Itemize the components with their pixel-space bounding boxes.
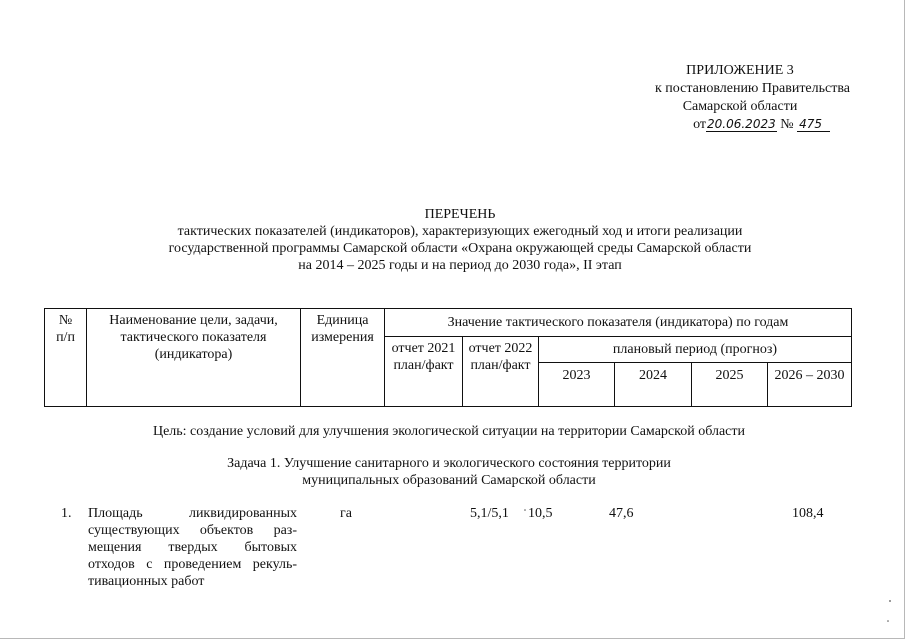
appendix-date-line <box>560 116 850 134</box>
task-heading <box>44 455 854 489</box>
col-year-2025: 2025 <box>692 363 768 407</box>
col-num-header <box>45 309 87 407</box>
title-heading: ПЕРЕЧЕНЬ <box>424 207 496 222</box>
row-number: 1. <box>61 506 72 521</box>
col-planned-period: плановый период (прогноз) <box>539 337 852 363</box>
col-year-2026-2030: 2026 – 2030 <box>768 363 852 407</box>
number-prefix: № <box>780 117 794 132</box>
col-unit-header: Единица измерения <box>301 309 385 407</box>
col-values-header: Значение тактического показателя (индикатора) по годам <box>385 309 852 337</box>
value-2021: 5,1/5,1 <box>470 506 509 521</box>
indicator-unit: га <box>340 506 352 521</box>
appendix-block <box>560 62 850 134</box>
task-line-2: муниципальных образований Самарской области <box>302 473 596 488</box>
col-name-header: Наименование цели, задачи, тактического показателя (индикатора) <box>87 309 301 407</box>
appendix-title: ПРИЛОЖЕНИЕ 3 <box>686 63 794 78</box>
appendix-line-1: к постановлению Правительства <box>654 81 850 96</box>
document-title <box>110 206 810 274</box>
indicator-name-line: тивационных работ <box>88 574 205 589</box>
table-row <box>44 505 854 605</box>
signed-date: 20.06.2023 <box>707 117 776 131</box>
indicator-name-line: Площадь ликвидированных <box>88 506 297 521</box>
col-report-2021: отчет 2021 план/факт <box>385 337 463 407</box>
num-label-2: п/п <box>56 330 75 345</box>
col-report-2022: отчет 2022 план/факт <box>463 337 539 407</box>
document-number: 475 <box>797 117 830 132</box>
appendix-line-2: Самарской области <box>682 99 798 114</box>
goal-heading: Цель: создание условий для улучшения экологической ситуации на территории Самарской области <box>152 424 746 439</box>
title-line-3: на 2014 – 2025 годы и на период до 2030 года», II этап <box>298 258 622 273</box>
col-year-2023: 2023 <box>539 363 615 407</box>
title-line-2: государственной программы Самарской области «Охрана окружающей среды Самарской области <box>168 241 752 256</box>
task-line-1: Задача 1. Улучшение санитарного и экологического состояния территории <box>227 456 671 471</box>
indicator-name-line: существующих объектов раз- <box>88 523 297 538</box>
title-line-1: тактических показателей (индикаторов), характеризующих ежегодный ход и итоги реализации <box>177 224 743 239</box>
indicator-name <box>88 505 297 590</box>
indicators-table-header <box>44 308 852 407</box>
indicator-name-line: мещения твердых бытовых <box>88 540 297 555</box>
value-2022: 10,5 <box>528 506 553 521</box>
num-label-1: № <box>58 313 73 328</box>
col-year-2024: 2024 <box>615 363 692 407</box>
indicator-name-line: отходов с проведением рекуль- <box>88 557 297 572</box>
value-2026-2030: 108,4 <box>792 506 824 521</box>
value-2023: 47,6 <box>609 506 634 521</box>
date-prefix: от <box>693 117 707 132</box>
